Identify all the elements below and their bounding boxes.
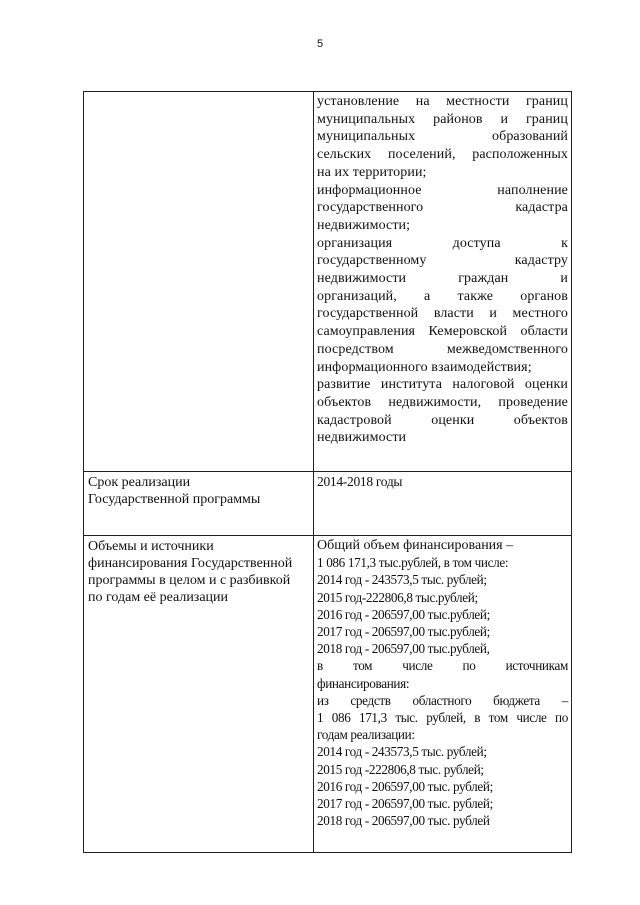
financing-text-line: 2018 год - 206597,00 тыс. рублей bbox=[317, 813, 490, 829]
tasks-text-line: недвижимости bbox=[317, 430, 407, 446]
financing-text-line: 2016 год - 206597,00 тыс.рублей; bbox=[317, 606, 490, 622]
financing-label: Объемы и источники финансирования Государственной программы в целом и с разбивкой по годам её реализации bbox=[84, 536, 314, 853]
financing-content-cell bbox=[314, 536, 571, 853]
financing-text-line: 2017 год - 206597,00 тыс. рублей; bbox=[317, 796, 493, 812]
tasks-text-line: сельских поселений, расположенных bbox=[317, 147, 568, 163]
tasks-text-line: недвижимости граждан и bbox=[317, 271, 568, 287]
tasks-text-line: на их территории; bbox=[317, 164, 427, 180]
tasks-text-line: государственному кадастру bbox=[317, 253, 568, 269]
financing-text-line: 2015 год-222806,8 тыс.рублей; bbox=[317, 589, 478, 605]
financing-text-line: финансирования: bbox=[317, 675, 410, 691]
tasks-text-line: кадастровой оценки объектов bbox=[317, 412, 568, 428]
tasks-content-cell bbox=[314, 92, 571, 471]
tasks-text-line: муниципальных районов и границ bbox=[317, 111, 568, 127]
table-row-term bbox=[84, 472, 571, 536]
tasks-text-line: государственной власти и местного bbox=[317, 306, 568, 322]
financing-text-line: 2018 год - 206597,00 тыс.рублей, bbox=[317, 641, 490, 657]
tasks-text-line: установление на местности границ bbox=[317, 94, 568, 109]
financing-text-line: 2017 год - 206597,00 тыс.рублей; bbox=[317, 624, 490, 640]
financing-text-line: годам реализации: bbox=[317, 727, 415, 743]
tasks-text-line: муниципальных образований bbox=[317, 129, 568, 145]
financing-text-line: из средств областного бюджета – bbox=[317, 692, 568, 708]
term-value-cell bbox=[314, 472, 571, 535]
tasks-text-line: информационное наполнение bbox=[317, 182, 568, 198]
tasks-text-line: недвижимости; bbox=[317, 217, 411, 233]
financing-text-line: 2015 год -222806,8 тыс. рублей; bbox=[317, 761, 484, 777]
tasks-label-cell bbox=[84, 92, 314, 471]
table-row-financing bbox=[84, 536, 571, 853]
financing-text-line: 2014 год - 243573,5 тыс. рублей; bbox=[317, 744, 487, 760]
tasks-text-line: информационного взаимодействия; bbox=[317, 359, 532, 375]
program-passport-table bbox=[83, 91, 572, 853]
term-label: Срок реализации Государственной программы bbox=[84, 472, 314, 535]
tasks-text-line: самоуправления Кемеровской области bbox=[317, 324, 568, 340]
tasks-text-line: объектов недвижимости, проведение bbox=[317, 394, 568, 410]
table-row-tasks bbox=[84, 92, 571, 472]
tasks-text-line: развитие института налоговой оценки bbox=[317, 377, 568, 393]
term-value: 2014-2018 годы bbox=[317, 474, 403, 489]
financing-text-line: 1 086 171,3 тыс. рублей, в том числе по bbox=[317, 710, 568, 726]
financing-text-line: Общий объем финансирования – bbox=[317, 538, 514, 553]
financing-text-line: 1 086 171,3 тыс.рублей, в том числе: bbox=[317, 555, 509, 571]
tasks-text-line: организаций, а также органов bbox=[317, 288, 568, 304]
financing-text-line: 2016 год - 206597,00 тыс. рублей; bbox=[317, 778, 493, 794]
tasks-text-line: государственного кадастра bbox=[317, 200, 568, 216]
tasks-text-line: посредством межведомственного bbox=[317, 341, 568, 357]
tasks-text-line: организация доступа к bbox=[317, 235, 568, 251]
financing-text-line: в том числе по источникам bbox=[317, 658, 568, 674]
page-number: 5 bbox=[316, 38, 324, 50]
financing-text-line: 2014 год - 243573,5 тыс. рублей; bbox=[317, 572, 487, 588]
